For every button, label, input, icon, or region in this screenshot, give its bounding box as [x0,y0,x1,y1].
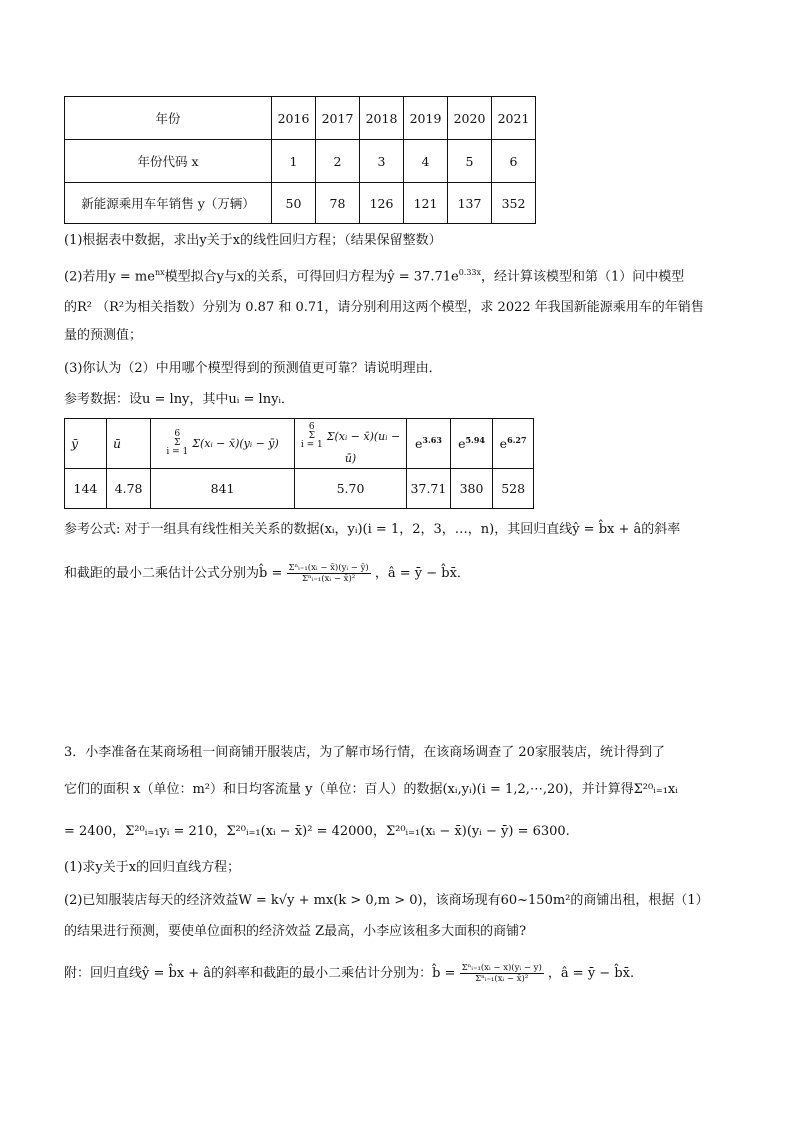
problem-3-question-2-line-1: (2)已知服装店每天的经济效益W = k√y + mx(k > 0,m > 0)，该商场现有60~150m²的商铺出租，根据（1） [64,893,709,908]
table-cell [493,419,534,469]
superscript: nx [154,268,165,277]
table-cell: 121 [404,183,448,224]
table-cell: 2021 [492,97,536,140]
text-fragment: 附：回归直线ŷ = b̂x + â的斜率和截距的最小二乘估计分别为：b̂ = [64,966,456,981]
problem-3-appendix [64,963,634,984]
table-cell [151,419,295,469]
problem-3-question-2-line-2: 的结果进行预测，要使单位面积的经济效益 Z最高，小李应该租多大面积的商铺? [64,924,527,939]
table-cell: ȳ [65,419,107,469]
question-2-line-3: 量的预测值； [64,328,143,343]
exp-power: 3.63 [422,435,442,446]
sum-limits: 6 Σ i = 1 [300,421,323,450]
sum-bottom: i = 1 [300,439,323,450]
table-cell [450,419,492,469]
text-fragment: (2)若用y = me [64,269,155,285]
reference-data-label: 参考数据：设u = lny，其中uᵢ = lnyᵢ． [64,392,295,407]
text-fragment: 模型拟合y与x的关系，可得回归方程为ŷ = 37.71e [164,269,459,285]
sum-expr: Σ(xᵢ − x̄)(uᵢ − ū) [326,429,401,465]
sum-top: 6 [308,421,315,432]
table-row [65,469,534,509]
table-cell: ū [106,419,150,469]
fraction [287,563,371,584]
superscript: 0.33x [458,268,482,277]
table-cell: 新能源乘用车年销售 y（万辆） [65,183,272,224]
table-cell: 126 [360,183,404,224]
problem-3-line-1: 3．小李准备在某商场租一间商铺开服装店，为了解市场行情，在该商场调查了 20家服装店，统计得到了 [64,745,665,760]
table-cell: 37.71 [407,469,451,509]
question-2-line-2: 的R² （R²为相关指数）分别为 0.87 和 0.71，请分别利用这两个模型，求 2022 年我国新能源乘用车的年销售 [64,300,704,315]
exp-base: e [415,436,423,452]
table-cell: 137 [448,183,492,224]
table-row [65,419,534,469]
table-cell [294,419,406,469]
table-cell: 1 [272,140,316,183]
table-cell [407,419,451,469]
problem-3-line-3: = 2400，Σ²⁰ᵢ₌₁yᵢ = 210，Σ²⁰ᵢ₌₁(xᵢ − x̄)² = 42000，Σ²⁰ᵢ₌₁(xᵢ − x̄)(yᵢ − ȳ) = 6300. [64,824,570,839]
table-cell: 2016 [272,97,316,140]
exp-base: e [458,436,466,452]
fraction-numerator: Σⁿᵢ₌₁(xᵢ − x̄)(yᵢ − ȳ) [288,563,369,573]
table-cell: 3 [360,140,404,183]
formula-line-1: 参考公式: 对于一组具有线性相关关系的数据(xᵢ，yᵢ)(i = 1，2，3，…，n)，其回归直线ŷ = b̂x + â的斜率 [64,522,681,537]
table-row [65,97,536,140]
exp-power: 5.94 [465,435,485,446]
table-cell: 352 [492,183,536,224]
table-row [65,140,536,183]
problem-3-question-1: (1)求y关于x的回归直线方程； [64,860,241,875]
table-cell: 4.78 [106,469,150,509]
table-cell: 2017 [316,97,360,140]
table-cell: 4 [404,140,448,183]
sales-table [64,96,536,224]
text-fragment: ，â = ȳ − b̂x̄. [547,966,635,981]
table-cell: 50 [272,183,316,224]
text-fragment: 和截距的最小二乘估计公式分别为b̂ = [64,566,283,581]
sum-bottom: i = 1 [166,447,189,457]
table-cell: 2019 [404,97,448,140]
table-cell: 78 [316,183,360,224]
table-cell: 144 [65,469,107,509]
fraction [460,963,544,984]
table-cell: 380 [450,469,492,509]
table-cell: 年份代码 x [65,140,272,183]
table-cell: 6 [492,140,536,183]
table-cell: 528 [493,469,534,509]
exp-power: 6.27 [507,435,527,446]
question-2-line-1 [64,263,684,287]
question-1: (1)根据表中数据，求出y关于x的线性回归方程；（结果保留整数） [64,233,442,248]
table-cell: 841 [151,469,295,509]
text-fragment: ，经计算该模型和第（1）问中模型 [481,269,685,285]
sum-expr: Σ(xᵢ − x̄)(yᵢ − ȳ) [192,437,279,450]
fraction-denominator: Σⁿᵢ₌₁(xᵢ − x̄)² [475,974,529,984]
sum-limits: 6 Σ i = 1 [166,429,189,457]
sum-top: 6 [174,429,181,439]
table-cell: 5 [448,140,492,183]
table-cell: 2 [316,140,360,183]
formula-line-2 [64,563,470,584]
table-cell: 年份 [65,97,272,140]
question-3: (3)你认为（2）中用哪个模型得到的预测值更可靠？请说明理由． [64,361,442,376]
fraction-denominator: Σⁿᵢ₌₁(xᵢ − x̄)² [302,574,356,584]
reference-table [64,418,534,509]
table-row [65,183,536,224]
table-cell: 2018 [360,97,404,140]
table-cell: 5.70 [294,469,406,509]
exp-base: e [499,436,508,452]
problem-3-line-2: 它们的面积 x（单位：m²）和日均客流量 y（单位：百人）的数据(xᵢ,yᵢ)(i = 1,2,⋯,20)，并计算得Σ²⁰ᵢ₌₁xᵢ [64,782,678,797]
fraction-numerator: Σⁿᵢ₌₁(xᵢ − x)(yᵢ − y) [461,963,542,973]
table-cell: 2020 [448,97,492,140]
text-fragment: ，â = ȳ − b̂x̄． [374,566,470,581]
